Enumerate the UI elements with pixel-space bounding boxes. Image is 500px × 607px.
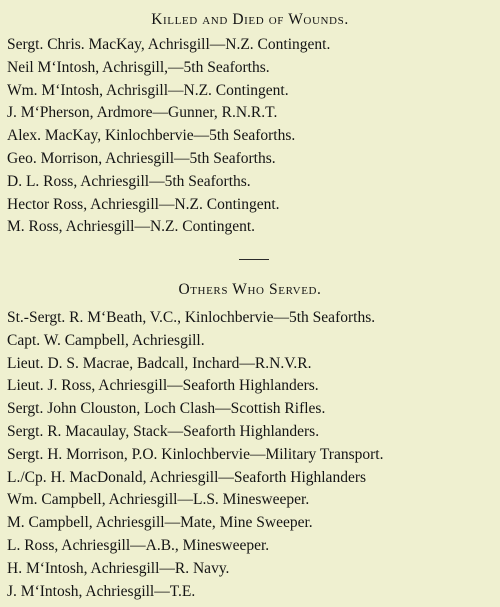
list-item: Sergt. H. Morrison, P.O. Kinlochbervie—Military Transport. (7, 445, 384, 463)
list-item: Hector Ross, Achriesgill—N.Z. Contingent. (7, 195, 280, 213)
list-item: H. M‘Intosh, Achriesgill—R. Navy. (7, 559, 230, 577)
list-item: Sergt. John Clouston, Loch Clash—Scottish Rifles. (7, 400, 326, 418)
others-heading: Others Who Served. (178, 281, 322, 298)
list-item: D. L. Ross, Achriesgill—5th Seaforths. (7, 172, 251, 190)
list-item: Geo. Morrison, Achriesgill—5th Seaforths. (7, 149, 276, 167)
list-item: Wm. M‘Intosh, Achrisgill—N.Z. Contingent. (7, 81, 289, 99)
list-item: L. Ross, Achriesgill—A.B., Minesweeper. (7, 536, 270, 554)
list-item: J. M‘Intosh, Achriesgill—T.E. (7, 582, 196, 600)
list-item: St.-Sergt. R. M‘Beath, V.C., Kinlochbervie—5th Seaforths. (7, 309, 376, 326)
list-item: M. Ross, Achriesgill—N.Z. Contingent. (7, 218, 255, 236)
section-divider (239, 259, 269, 260)
killed-list (7, 34, 330, 239)
list-item: L./Cp. H. MacDonald, Achriesgill—Seaforth Highlanders (7, 468, 367, 486)
list-item: Alex. MacKay, Kinlochbervie—5th Seaforths. (7, 127, 296, 145)
others-list (7, 307, 383, 603)
list-item: Sergt. R. Macaulay, Stack—Seaforth Highlanders. (7, 422, 320, 440)
list-item: Lieut. D. S. Macrae, Badcall, Inchard—R.N.V.R. (7, 354, 312, 372)
killed-heading: Killed and Died of Wounds. (151, 11, 349, 28)
list-item: Sergt. Chris. MacKay, Achrisgill—N.Z. Contingent. (7, 36, 331, 53)
list-item: Lieut. J. Ross, Achriesgill—Seaforth Highlanders. (7, 377, 319, 395)
list-item: J. M‘Pherson, Ardmore—Gunner, R.N.R.T. (7, 104, 278, 122)
list-item: Capt. W. Campbell, Achriesgill. (7, 331, 205, 349)
list-item: Wm. Campbell, Achriesgill—L.S. Minesweeper. (7, 491, 310, 509)
list-item: Neil M‘Intosh, Achrisgill,—5th Seaforths. (7, 58, 270, 76)
list-item: M. Campbell, Achriesgill—Mate, Mine Sweeper. (7, 514, 313, 532)
